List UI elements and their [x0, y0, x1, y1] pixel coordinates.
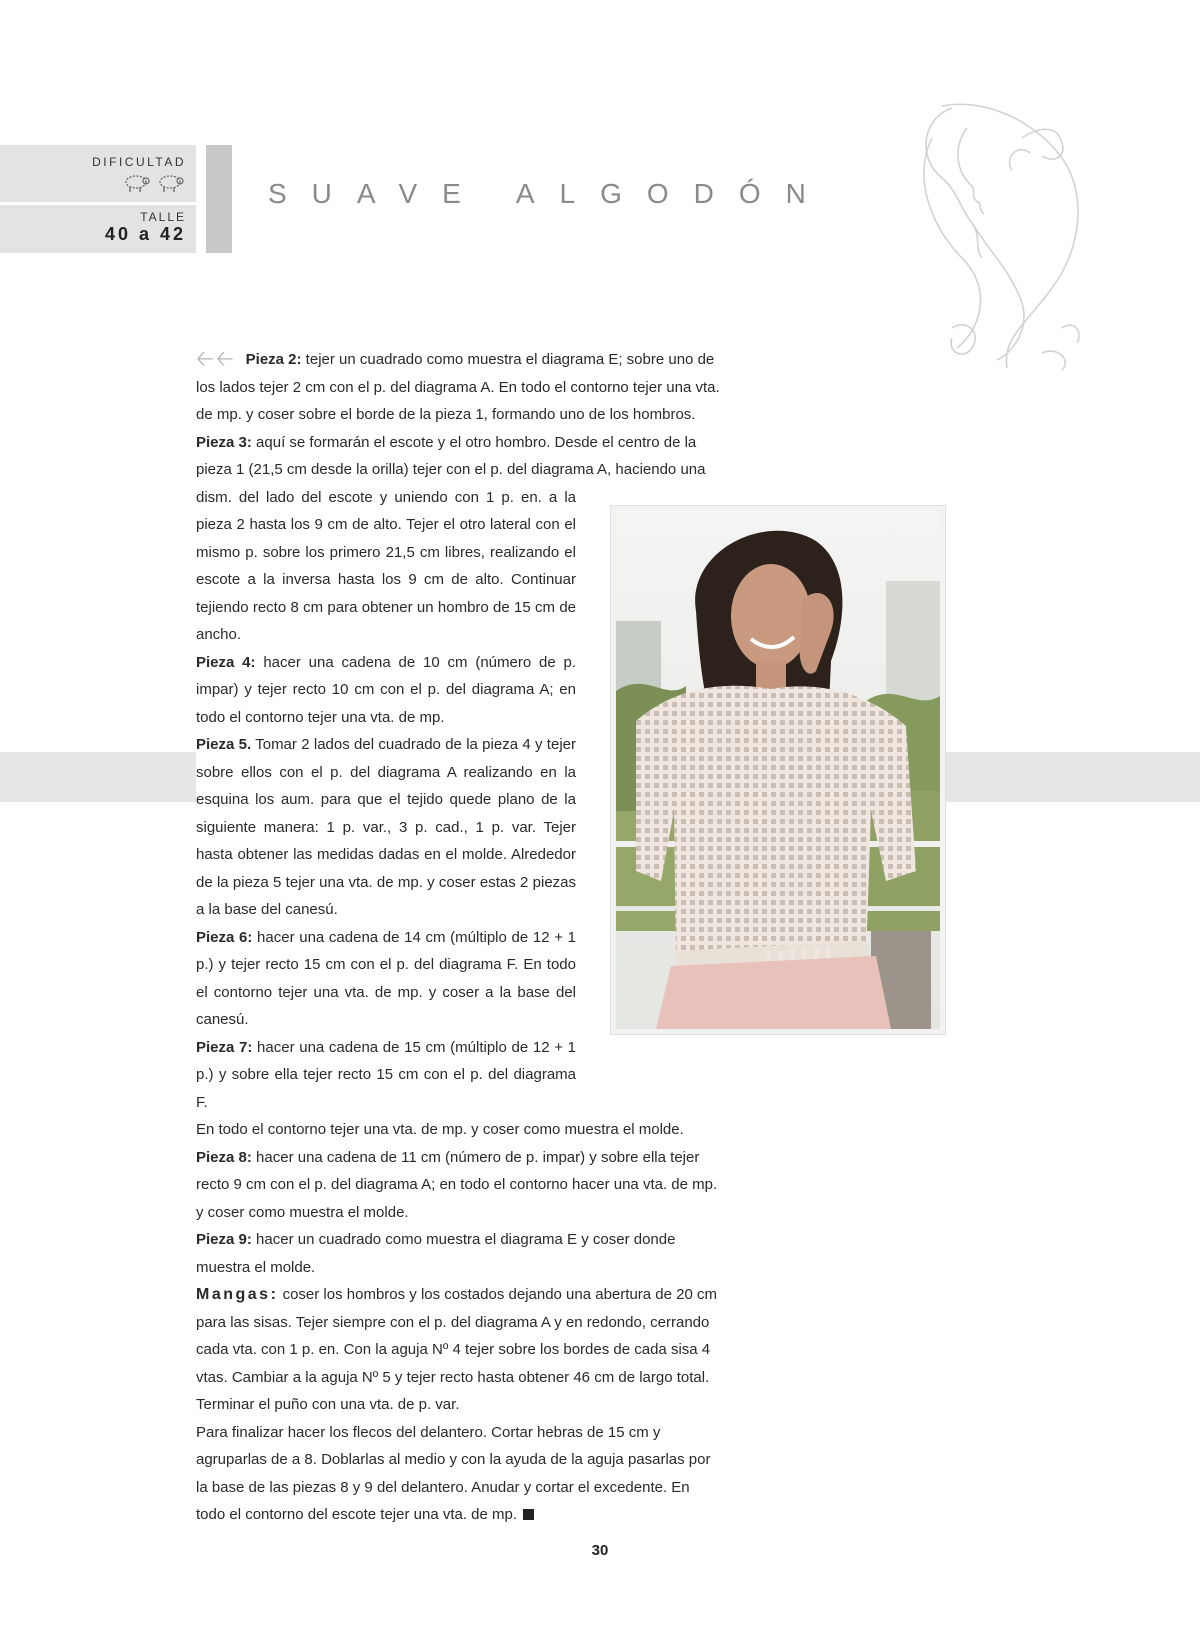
title-word-1: SUAVE [268, 178, 486, 209]
size-label: TALLE [140, 210, 186, 224]
page-number: 30 [591, 1542, 609, 1559]
paragraph-pieza-7-cont: En todo el contorno tejer una vta. de mp. y coser como muestra el molde. [196, 1121, 684, 1138]
paragraph-pieza-7: Pieza 7: hacer una cadena de 15 cm (múltiplo de 12 + 1 p.) y sobre ella tejer recto 15 cm con el p. del diagrama F. [196, 1038, 576, 1111]
paragraph-pieza-3-cont: dism. del lado del escote y uniendo con 1 p. en. a la pieza 2 hasta los 9 cm de alto. Tejer el otro lateral con el mismo p. sobre los primero 21,5 cm libres, realizando el escote a la inversa hasta los 9 cm de alto. Continuar tejiendo recto 8 cm para obtener un hombro de 15 cm de ancho. [196, 488, 576, 643]
paragraph-pieza-8: Pieza 8: hacer una cadena de 11 cm (número de p. impar) y sobre ella tejer recto 9 cm con el p. del diagrama A; en todo el contorno hacer una vta. de mp. y coser como muestra el molde. [196, 1148, 718, 1221]
paragraph-pieza-9: Pieza 9: hacer un cuadrado como muestra el diagrama E y coser donde muestra el molde. [196, 1231, 676, 1276]
end-mark-icon [523, 1509, 534, 1520]
paragraph-mangas: Mangas: coser los hombros y los costados dejando una abertura de 20 cm para las sisas. Tejer siempre con el p. del diagrama A y en redondo, cerrando cada vta. con 1 p. en. Con la aguja Nº 4 tejer sobre los bordes de cada sisa 4 vtas. Cambiar a la aguja Nº 5 y tejer recto hasta obtener 46 cm de largo total. Terminar el puño con una vta. de p. var. [196, 1286, 717, 1413]
narrow-column [196, 484, 576, 1117]
paragraph-final: Para finalizar hacer los flecos del delantero. Cortar hebras de 15 cm y agruparlas de a 8. Doblarlas al medio y con la ayuda de la aguja pasarlas por la base de las piezas 8 y 9 del delantero. Anudar y cortar el excedente. En todo el contorno del escote tejer una vta. de mp. [196, 1423, 711, 1523]
paragraph-pieza-6: Pieza 6: hacer una cadena de 14 cm (múltiplo de 12 + 1 p.) y tejer recto 15 cm con el p. del diagrama F. En todo el contorno tejer una vta. de mp. y coser a la base del canesú. [196, 928, 576, 1028]
header-accent-bar [206, 145, 232, 253]
difficulty-box [0, 145, 196, 202]
title-word-2: ALGODÓN [515, 178, 831, 209]
side-band-left [0, 752, 196, 802]
paragraph-pieza-5: Pieza 5. Tomar 2 lados del cuadrado de la pieza 4 y tejer sobre ellos con el p. del diagrama A realizando en la esquina los aum. para que el tejido quede plano de la siguiente manera: 1 p. var., 3 p. cad., 1 p. var. Tejer hasta obtener las medidas dadas en el molde. Alrededor de la pieza 5 tejer una vta. de mp. y coser estas 2 piezas a la base del canesú. [196, 736, 576, 918]
paragraph-pieza-4: Pieza 4: hacer una cadena de 10 cm (número de p. impar) y tejer recto 10 cm con el p. del diagrama A; en todo el contorno tejer una vta. de mp. [196, 653, 576, 726]
sheep-icon [158, 173, 184, 193]
page-title [268, 178, 831, 210]
paragraph-pieza-2: 🡠🡠 Pieza 2: tejer un cuadrado como muestra el diagrama E; sobre uno de los lados tejer 2 cm con el p. del diagrama A. En todo el contorno tejer una vta. de mp. y coser sobre el borde de la pieza 1, formando uno de los hombros. [196, 346, 720, 423]
size-box [0, 205, 196, 253]
difficulty-rating [124, 173, 184, 193]
paragraph-pieza-3: Pieza 3: aquí se formarán el escote y el otro hombro. Desde el centro de la pieza 1 (21,5 cm desde la orilla) tejer con el p. del diagrama A, haciendo una [196, 433, 706, 478]
woman-butterfly-illustration [912, 98, 1102, 380]
difficulty-label: DIFICULTAD [92, 155, 186, 169]
size-value: 40 a 42 [104, 224, 186, 244]
model-photo [616, 511, 940, 1029]
sheep-icon [124, 173, 150, 193]
back-arrows-icon: 🡠🡠 [196, 346, 236, 371]
side-band-right [946, 752, 1200, 802]
